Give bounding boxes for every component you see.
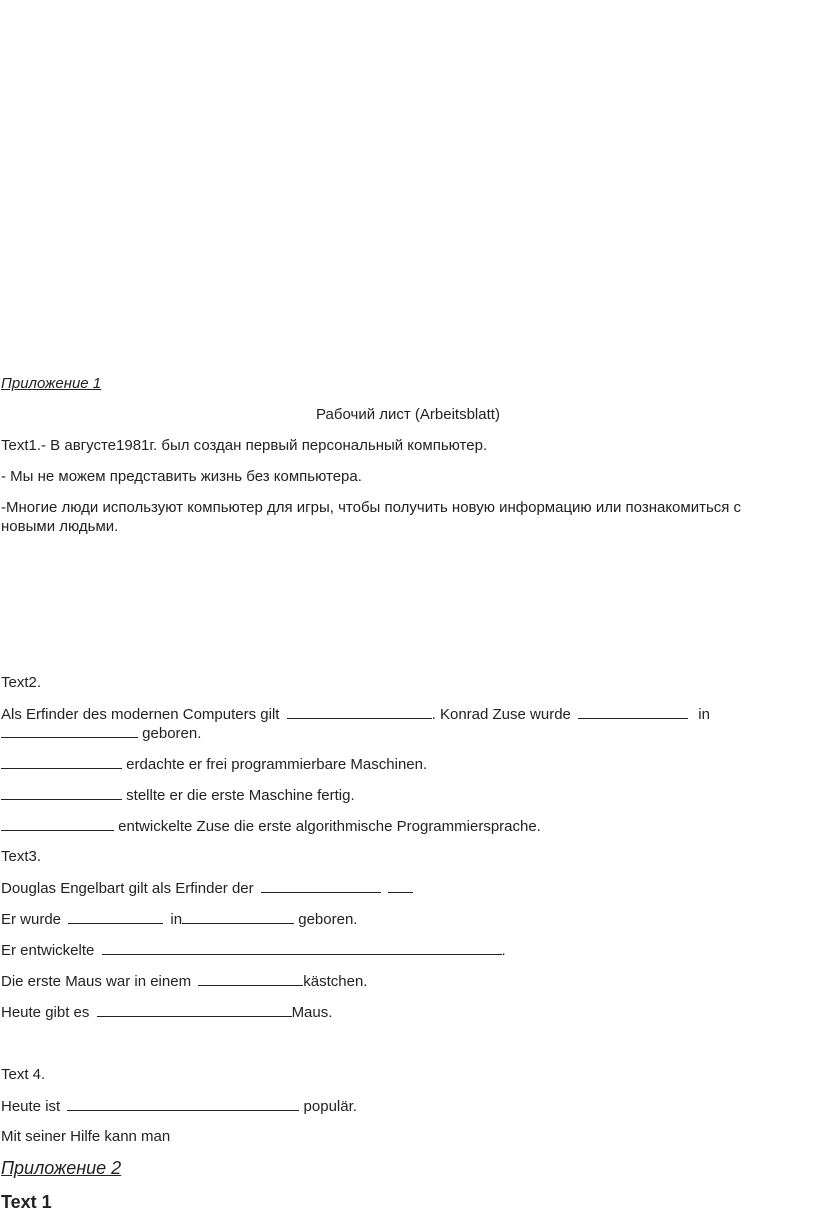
appendix-2-label: Приложение 2 bbox=[1, 1158, 122, 1178]
appendix-1-label: Приложение 1 bbox=[1, 375, 102, 392]
text3-sentence3 bbox=[1, 940, 506, 960]
text2-sentence3 bbox=[1, 785, 355, 805]
text2-s4-text: entwickelte Zuse die erste algorithmische Programmiersprache. bbox=[118, 818, 541, 835]
text2-s1-part-b: . Konrad Zuse wurde bbox=[431, 706, 571, 723]
blank-engelbart-date[interactable] bbox=[68, 909, 163, 924]
blank-birth-place[interactable] bbox=[1, 723, 138, 738]
text3-s4-part-b: kästchen. bbox=[303, 973, 368, 990]
blank-invention-end[interactable] bbox=[388, 878, 413, 893]
text3-sentence4 bbox=[1, 971, 367, 991]
blank-development[interactable] bbox=[102, 940, 502, 955]
text4-s1-part-a: Heute ist bbox=[1, 1098, 61, 1115]
text3-sentence1 bbox=[1, 878, 413, 898]
text1-line2: - Мы не можем представить жизнь без компьютера. bbox=[1, 468, 362, 485]
blank-year-3[interactable] bbox=[1, 816, 114, 831]
text2-s2-text: erdachte er frei programmierbare Maschinen. bbox=[126, 756, 428, 773]
blank-mouse-types[interactable] bbox=[97, 1002, 292, 1017]
text3-s2-part-c: geboren. bbox=[298, 911, 358, 928]
text3-s2-part-b: in bbox=[170, 911, 183, 928]
text2-s1-part-a: Als Erfinder des modernen Computers gilt bbox=[1, 706, 280, 723]
text4-heading: Text 4. bbox=[1, 1066, 46, 1083]
blank-box-material[interactable] bbox=[198, 971, 303, 986]
text3-s1-text: Douglas Engelbart gilt als Erfinder der bbox=[1, 880, 254, 897]
text2-s1-part-d: geboren. bbox=[142, 725, 202, 742]
text3-s5-part-a: Heute gibt es bbox=[1, 1004, 90, 1021]
blank-invention[interactable] bbox=[261, 878, 381, 893]
blank-inventor[interactable] bbox=[287, 704, 432, 719]
text2-sentence2 bbox=[1, 754, 427, 774]
blank-year-2[interactable] bbox=[1, 785, 122, 800]
text2-sentence4 bbox=[1, 816, 541, 836]
text3-s5-part-b: Maus. bbox=[291, 1004, 333, 1021]
text3-sentence2 bbox=[1, 909, 357, 929]
text3-s2-part-a: Er wurde bbox=[1, 911, 62, 928]
blank-popular-thing[interactable] bbox=[67, 1096, 299, 1111]
text1-line1: Text1.- В августе1981г. был создан первый персональный компьютер. bbox=[1, 437, 488, 454]
text3-sentence5 bbox=[1, 1002, 332, 1022]
text3-s3-part-b: . bbox=[501, 942, 506, 959]
text3-heading: Text3. bbox=[1, 848, 42, 865]
text3-s3-part-a: Er entwickelte bbox=[1, 942, 95, 959]
text4-sentence2: Mit seiner Hilfe kann man bbox=[1, 1128, 171, 1145]
text3-s4-part-a: Die erste Maus war in einem bbox=[1, 973, 192, 990]
text4-sentence1 bbox=[1, 1096, 357, 1116]
text2-s1-part-c: in bbox=[698, 706, 710, 723]
text2-sentence1-line2 bbox=[1, 723, 201, 743]
appendix-2-heading: Text 1 bbox=[1, 1192, 52, 1212]
text4-s1-part-b: populär. bbox=[303, 1098, 357, 1115]
text1-line3: -Многие люди используют компьютер для игры, чтобы получить новую информацию или познакомиться с новыми людьми. bbox=[1, 499, 742, 535]
worksheet-title: Рабочий лист (Arbeitsblatt) bbox=[316, 406, 500, 423]
blank-engelbart-place[interactable] bbox=[182, 909, 294, 924]
blank-birth-date[interactable] bbox=[578, 704, 688, 719]
text2-s3-text: stellte er die erste Maschine fertig. bbox=[126, 787, 355, 804]
blank-year-1[interactable] bbox=[1, 754, 122, 769]
text2-heading: Text2. bbox=[1, 674, 42, 691]
text2-sentence1-line1 bbox=[1, 704, 710, 724]
